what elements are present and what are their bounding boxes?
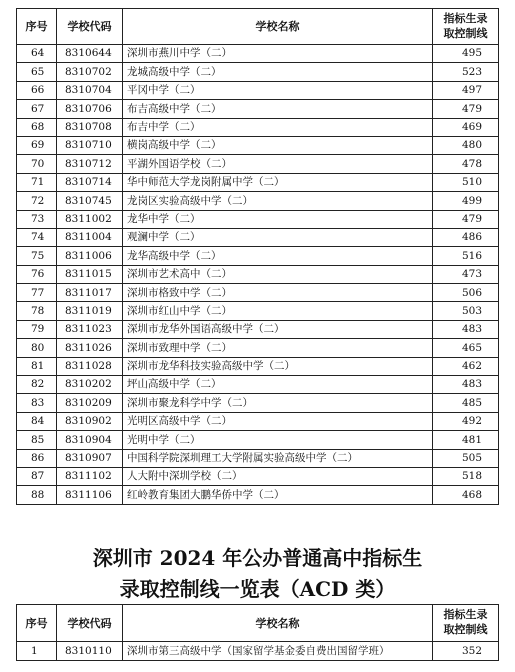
header-score — [433, 9, 499, 45]
cell-seq: 82 — [17, 376, 57, 394]
cell-school-code: 8310708 — [57, 118, 123, 136]
cell-school-code: 8311106 — [57, 486, 123, 504]
cell-school-code: 8311019 — [57, 302, 123, 320]
cell-school-code: 8310704 — [57, 81, 123, 99]
cell-seq: 85 — [17, 431, 57, 449]
table-row — [17, 228, 499, 246]
table-row — [17, 81, 499, 99]
cell-score: 497 — [433, 81, 499, 99]
table-row — [17, 642, 499, 661]
cell-school-code: 8310714 — [57, 173, 123, 191]
cell-school-code: 8310907 — [57, 449, 123, 467]
cell-score: 481 — [433, 431, 499, 449]
header-school-name: 学校名称 — [123, 9, 433, 45]
header-score-line2: 取控制线 — [443, 26, 488, 40]
cell-score: 473 — [433, 265, 499, 283]
cell-school-code: 8310706 — [57, 100, 123, 118]
cell-seq: 86 — [17, 449, 57, 467]
header-school-code: 学校代码 — [57, 605, 123, 642]
cell-school-code: 8311026 — [57, 339, 123, 357]
cell-score: 465 — [433, 339, 499, 357]
cell-school-name: 深圳市龙华外国语高级中学（二） — [123, 320, 433, 338]
header-score-line1: 指标生录 — [443, 11, 488, 25]
table-row — [17, 357, 499, 375]
cell-score: 492 — [433, 412, 499, 430]
cell-school-name: 龙城高级中学（二） — [123, 63, 433, 81]
table-row — [17, 192, 499, 210]
cell-school-name: 中国科学院深圳理工大学附属实验高级中学（二） — [123, 449, 433, 467]
table-row — [17, 155, 499, 173]
cell-score: 483 — [433, 376, 499, 394]
header-seq: 序号 — [17, 605, 57, 642]
cell-score: 478 — [433, 155, 499, 173]
cell-seq: 73 — [17, 210, 57, 228]
cell-school-code: 8310702 — [57, 63, 123, 81]
cell-school-code: 8310710 — [57, 136, 123, 154]
cell-school-name: 深圳市燕川中学（二） — [123, 45, 433, 63]
cell-school-code: 8311002 — [57, 210, 123, 228]
cell-school-name: 华中师范大学龙岗附属中学（二） — [123, 173, 433, 191]
cell-seq: 72 — [17, 192, 57, 210]
cell-school-code: 8310712 — [57, 155, 123, 173]
table-row — [17, 302, 499, 320]
cell-school-code: 8310904 — [57, 431, 123, 449]
cell-seq: 1 — [17, 642, 57, 661]
header-score-line1: 指标生录 — [443, 608, 488, 622]
cell-school-name: 龙岗区实验高级中学（二） — [123, 192, 433, 210]
cell-seq: 70 — [17, 155, 57, 173]
table-row — [17, 339, 499, 357]
table-row — [17, 247, 499, 265]
cell-school-name: 光明区高级中学（二） — [123, 412, 433, 430]
table-row — [17, 412, 499, 430]
cell-score: 462 — [433, 357, 499, 375]
document-title-line2: 录取控制线一览表（ACD 类） — [119, 577, 396, 601]
cell-school-name: 观澜中学（二） — [123, 228, 433, 246]
table-row — [17, 467, 499, 485]
table-row — [17, 265, 499, 283]
cell-school-name: 坪山高级中学（二） — [123, 376, 433, 394]
cell-seq: 77 — [17, 284, 57, 302]
cell-seq: 66 — [17, 81, 57, 99]
cell-seq: 81 — [17, 357, 57, 375]
cell-school-name: 深圳市致理中学（二） — [123, 339, 433, 357]
cell-school-code: 8310902 — [57, 412, 123, 430]
table-row — [17, 210, 499, 228]
cell-score: 468 — [433, 486, 499, 504]
header-score-line2: 取控制线 — [443, 623, 488, 636]
cell-score: 505 — [433, 449, 499, 467]
table-row — [17, 173, 499, 191]
cell-school-code: 8311023 — [57, 320, 123, 338]
cell-seq: 83 — [17, 394, 57, 412]
cell-school-code: 8311006 — [57, 247, 123, 265]
cell-score: 479 — [433, 210, 499, 228]
table-row — [17, 100, 499, 118]
cell-school-name: 红岭教育集团大鹏华侨中学（二） — [123, 486, 433, 504]
cell-seq: 69 — [17, 136, 57, 154]
cell-score: 495 — [433, 45, 499, 63]
table-row — [17, 449, 499, 467]
control-line-table-main — [16, 8, 499, 505]
table-header-row — [17, 9, 499, 45]
cell-score: 486 — [433, 228, 499, 246]
cell-seq: 67 — [17, 100, 57, 118]
cell-score: 503 — [433, 302, 499, 320]
table-row — [17, 136, 499, 154]
table-row — [17, 320, 499, 338]
control-line-table-acd — [16, 604, 499, 661]
cell-school-code: 8310209 — [57, 394, 123, 412]
cell-seq: 84 — [17, 412, 57, 430]
cell-school-name: 深圳市聚龙科学中学（二） — [123, 394, 433, 412]
table-row — [17, 63, 499, 81]
cell-seq: 79 — [17, 320, 57, 338]
cell-school-name: 光明中学（二） — [123, 431, 433, 449]
cell-school-name: 布吉高级中学（二） — [123, 100, 433, 118]
cell-school-name: 龙华中学（二） — [123, 210, 433, 228]
table-row — [17, 394, 499, 412]
cell-seq: 78 — [17, 302, 57, 320]
table-row — [17, 45, 499, 63]
cell-school-code: 8310644 — [57, 45, 123, 63]
cell-score: 352 — [433, 642, 499, 661]
cell-school-name: 深圳市红山中学（二） — [123, 302, 433, 320]
cell-school-name: 深圳市格致中学（二） — [123, 284, 433, 302]
header-score — [433, 605, 499, 642]
cell-school-code: 8310745 — [57, 192, 123, 210]
cell-seq: 74 — [17, 228, 57, 246]
cell-school-name: 平冈中学（二） — [123, 81, 433, 99]
cell-seq: 65 — [17, 63, 57, 81]
cell-school-name: 深圳市龙华科技实验高级中学（二） — [123, 357, 433, 375]
header-seq: 序号 — [17, 9, 57, 45]
cell-seq: 88 — [17, 486, 57, 504]
cell-score: 516 — [433, 247, 499, 265]
cell-school-name: 横岗高级中学（二） — [123, 136, 433, 154]
cell-score: 523 — [433, 63, 499, 81]
header-school-name: 学校名称 — [123, 605, 433, 642]
cell-school-code: 8311015 — [57, 265, 123, 283]
cell-school-code: 8310110 — [57, 642, 123, 661]
cell-score: 499 — [433, 192, 499, 210]
table-row — [17, 118, 499, 136]
cell-seq: 76 — [17, 265, 57, 283]
cell-seq: 87 — [17, 467, 57, 485]
cell-score: 479 — [433, 100, 499, 118]
table-header-row — [17, 605, 499, 642]
cell-seq: 80 — [17, 339, 57, 357]
table-row — [17, 376, 499, 394]
cell-school-code: 8310202 — [57, 376, 123, 394]
table-row — [17, 284, 499, 302]
cell-school-name: 布吉中学（二） — [123, 118, 433, 136]
cell-school-code: 8311017 — [57, 284, 123, 302]
cell-seq: 71 — [17, 173, 57, 191]
cell-score: 483 — [433, 320, 499, 338]
cell-school-name: 深圳市艺术高中（二） — [123, 265, 433, 283]
cell-score: 518 — [433, 467, 499, 485]
cell-score: 506 — [433, 284, 499, 302]
cell-score: 485 — [433, 394, 499, 412]
table-row — [17, 486, 499, 504]
cell-school-name: 龙华高级中学（二） — [123, 247, 433, 265]
cell-score: 469 — [433, 118, 499, 136]
cell-score: 510 — [433, 173, 499, 191]
cell-seq: 68 — [17, 118, 57, 136]
cell-school-name: 深圳市第三高级中学（国家留学基金委自费出国留学班） — [123, 642, 433, 661]
cell-school-code: 8311004 — [57, 228, 123, 246]
cell-school-code: 8311028 — [57, 357, 123, 375]
cell-seq: 75 — [17, 247, 57, 265]
document-title-line1: 深圳市 2024 年公办普通高中指标生 — [92, 546, 423, 570]
cell-seq: 64 — [17, 45, 57, 63]
header-school-code: 学校代码 — [57, 9, 123, 45]
cell-school-name: 平湖外国语学校（二） — [123, 155, 433, 173]
cell-school-code: 8311102 — [57, 467, 123, 485]
table-row — [17, 431, 499, 449]
cell-school-name: 人大附中深圳学校（二） — [123, 467, 433, 485]
cell-score: 480 — [433, 136, 499, 154]
